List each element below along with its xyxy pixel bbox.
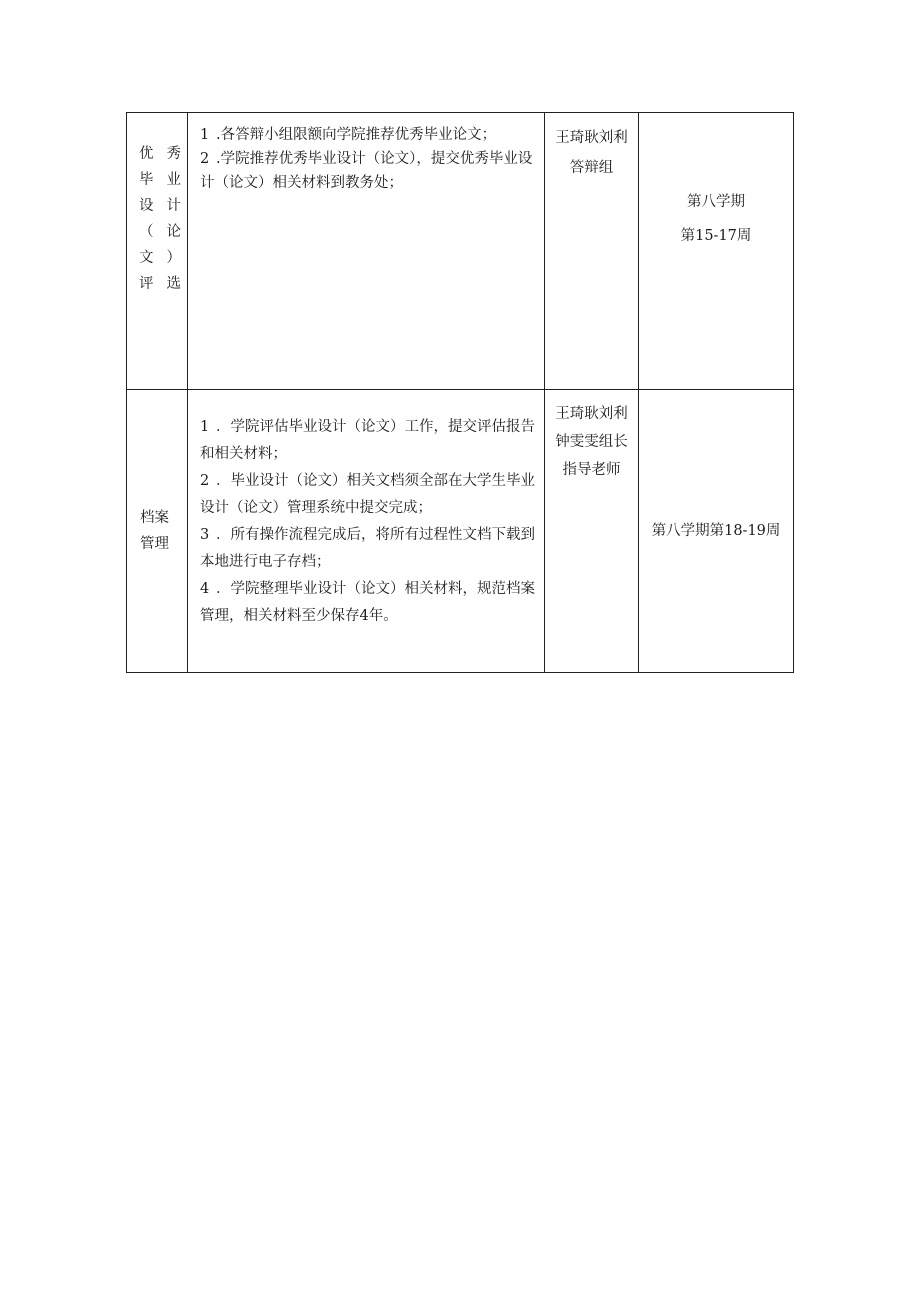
item-text: .学院推荐优秀毕业设计（论文），提交优秀毕业设计（论文）相关材料到教务处；: [200, 151, 533, 191]
owner-line: 钟雯雯组长: [555, 434, 628, 450]
item-text: ．学院整理毕业设计（论文）相关材料，规范档案管理，相关材料至少保存4年。: [200, 581, 535, 624]
time-cell: [639, 390, 794, 673]
owner-cell: [545, 113, 639, 390]
time-line: 第八学期第18-19周: [651, 523, 781, 539]
stage-label: 档案管理: [140, 510, 169, 552]
table-row: [127, 113, 794, 390]
item-number: 4: [200, 581, 210, 597]
schedule-table: [126, 112, 794, 673]
time-line: 第15-17周: [680, 228, 752, 244]
list-item: [200, 414, 540, 468]
content-cell: [188, 113, 545, 390]
item-number: 1: [200, 127, 210, 143]
list-item: [200, 522, 540, 576]
list-item: [200, 123, 540, 147]
item-text: ．毕业设计（论文）相关文档须全部在大学生毕业设计（论文）管理系统中提交完成；: [200, 473, 535, 516]
item-text: .各答辩小组限额向学院推荐优秀毕业论文；: [216, 127, 497, 143]
stage-cell: [127, 113, 188, 390]
list-item: [200, 147, 540, 195]
time-line: 第八学期: [687, 194, 745, 210]
table-row: [127, 390, 794, 673]
time-cell: [639, 113, 794, 390]
list-item: [200, 576, 540, 630]
owner-cell: [545, 390, 639, 673]
list-item: [200, 468, 540, 522]
owner-line: 指导老师: [562, 462, 621, 478]
owner-line: 答辩组: [569, 160, 614, 176]
stage-label: 优秀毕业设计（论文）评选: [139, 146, 181, 292]
item-text: ．所有操作流程完成后，将所有过程性文档下载到本地进行电子存档；: [200, 527, 535, 570]
owner-line: 王琦耿刘利: [555, 406, 628, 422]
item-number: 2: [200, 151, 210, 167]
stage-cell: [127, 390, 188, 673]
owner-line: 王琦耿刘利: [555, 130, 628, 146]
item-number: 1: [200, 419, 210, 435]
item-text: ．学院评估毕业设计（论文）工作，提交评估报告和相关材料；: [200, 419, 535, 462]
content-cell: [188, 390, 545, 673]
item-number: 2: [200, 473, 210, 489]
item-number: 3: [200, 527, 210, 543]
